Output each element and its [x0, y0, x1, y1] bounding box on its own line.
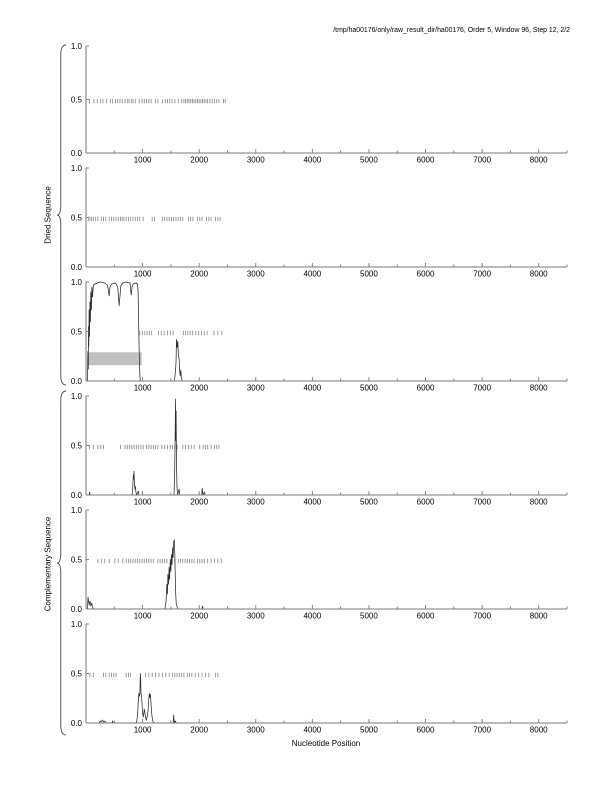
- x-tick-label: 3000: [246, 155, 265, 165]
- x-tick-label: 6000: [416, 155, 435, 165]
- x-ticks: [114, 491, 567, 495]
- y-tick-label: 0.0: [70, 490, 82, 500]
- y-tick-label: 0.5: [70, 441, 82, 451]
- y-tick-label: 1.0: [70, 391, 82, 401]
- x-tick-label: 1000: [133, 611, 152, 621]
- match-marks: [90, 673, 218, 677]
- x-tick-label: 6000: [416, 725, 435, 735]
- x-tick-label: 8000: [529, 725, 548, 735]
- x-tick-label: 3000: [246, 383, 265, 393]
- x-tick-label: 5000: [360, 269, 378, 279]
- match-marks: [89, 445, 219, 449]
- brace-dried-sequence: [57, 45, 66, 385]
- x-tick-label: 5000: [360, 497, 378, 507]
- brace-complementary-sequence: [57, 391, 66, 735]
- panel-complementary-2: [71, 506, 567, 621]
- x-tick-label: 4000: [303, 155, 322, 165]
- match-marks: [88, 217, 220, 221]
- match-marks: [89, 99, 225, 103]
- y-tick-label: 0.0: [70, 604, 82, 614]
- y-tick-label: 0.0: [70, 148, 82, 158]
- x-tick-label: 6000: [416, 383, 435, 393]
- x-tick-label: 3000: [246, 611, 265, 621]
- y-tick-label: 0.5: [70, 327, 82, 337]
- x-tick-label: 5000: [360, 155, 378, 165]
- panel-complementary-1: [71, 392, 567, 507]
- group-label-dried-sequence: Dried Sequence: [43, 186, 53, 244]
- match-marks: [98, 559, 221, 563]
- x-tick-label: 4000: [303, 383, 322, 393]
- x-tick-label: 7000: [473, 155, 492, 165]
- signal-curve: [86, 674, 567, 724]
- x-tick-label: 7000: [473, 725, 492, 735]
- x-tick-label: 1000: [133, 383, 152, 393]
- x-tick-label: 7000: [473, 383, 492, 393]
- y-tick-label: 1.0: [70, 619, 82, 629]
- y-tick-label: 0.0: [70, 718, 82, 728]
- y-tick-label: 0.0: [70, 262, 82, 272]
- x-ticks: [114, 719, 567, 723]
- y-tick-label: 0.5: [70, 95, 82, 105]
- panel-dried-2: [71, 164, 567, 279]
- x-tick-label: 1000: [133, 497, 152, 507]
- y-tick-label: 1.0: [70, 163, 82, 173]
- y-tick-label: 1.0: [70, 505, 82, 515]
- x-tick-label: 2000: [190, 383, 209, 393]
- x-tick-label: 1000: [133, 269, 152, 279]
- x-ticks: [114, 605, 567, 609]
- x-tick-label: 2000: [190, 497, 209, 507]
- x-tick-label: 6000: [416, 497, 435, 507]
- match-marks: [140, 331, 222, 335]
- x-tick-label: 7000: [473, 497, 492, 507]
- x-tick-label: 2000: [190, 611, 209, 621]
- y-tick-label: 0.5: [70, 669, 82, 679]
- figure-title: /tmp/ha00176/only/raw_result_dir/ha00176, Order 5, Window 96, Step 12, 2/2: [333, 27, 570, 34]
- x-tick-label: 3000: [246, 725, 265, 735]
- x-ticks: [114, 149, 567, 153]
- x-tick-label: 8000: [529, 155, 548, 165]
- x-tick-label: 1000: [133, 725, 152, 735]
- x-tick-label: 8000: [529, 269, 548, 279]
- y-tick-label: 0.0: [70, 376, 82, 386]
- x-tick-label: 7000: [473, 269, 492, 279]
- highlight-band: [87, 352, 142, 365]
- panel-dried-1: [71, 42, 567, 165]
- x-tick-label: 6000: [416, 269, 435, 279]
- y-tick-label: 1.0: [70, 277, 82, 287]
- group-label-complementary-sequence: Complementary Sequence: [43, 516, 53, 612]
- x-tick-label: 5000: [360, 725, 378, 735]
- x-tick-label: 8000: [529, 497, 548, 507]
- x-tick-label: 2000: [190, 155, 209, 165]
- y-tick-label: 1.0: [70, 41, 82, 51]
- signal-curve: [87, 282, 567, 381]
- x-tick-label: 6000: [416, 611, 435, 621]
- y-tick-label: 0.5: [70, 213, 82, 223]
- x-tick-label: 3000: [246, 269, 265, 279]
- x-ticks: [114, 263, 567, 267]
- y-tick-label: 0.5: [70, 555, 82, 565]
- x-tick-label: 7000: [473, 611, 492, 621]
- panel-complementary-3: [71, 620, 567, 735]
- x-tick-label: 4000: [303, 611, 322, 621]
- x-axis-label: Nucleotide Position: [291, 739, 361, 748]
- x-tick-label: 5000: [360, 611, 378, 621]
- x-tick-label: 4000: [303, 497, 322, 507]
- x-tick-label: 1000: [133, 155, 152, 165]
- x-tick-label: 4000: [303, 269, 322, 279]
- x-tick-label: 8000: [529, 383, 548, 393]
- x-tick-label: 2000: [190, 269, 209, 279]
- panel-dried-3: [71, 278, 567, 393]
- x-tick-label: 4000: [303, 725, 322, 735]
- x-tick-label: 8000: [529, 611, 548, 621]
- x-tick-label: 3000: [246, 497, 265, 507]
- x-tick-label: 5000: [360, 383, 378, 393]
- x-tick-label: 2000: [190, 725, 209, 735]
- signal-curve: [86, 540, 567, 609]
